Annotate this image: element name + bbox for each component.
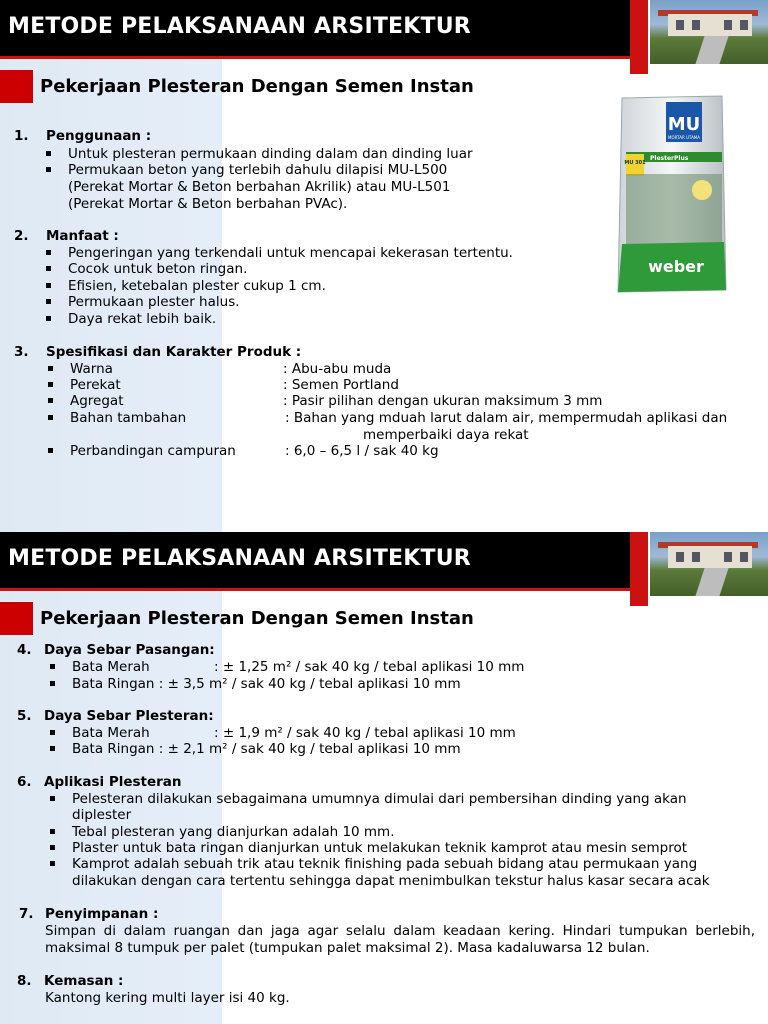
list-item-continuation: diplester [72,807,132,823]
header-bar [0,532,642,588]
list-item: Tebal plesteran yang dianjurkan adalah 10 mm. [72,824,395,840]
section-title: Daya Sebar Plesteran: [44,708,214,724]
slide-2 [0,532,768,1024]
list-item: Kamprot adalah sebuah trik atau teknik finishing pada sebuah bidang atau permukaan yang [72,856,698,872]
list-item: Bata Ringan : ± 3,5 m² / sak 40 kg / tebal aplikasi 10 mm [72,676,461,692]
section-number: 3. [14,344,29,360]
spec-value: : Pasir pilihan dengan ukuran maksimum 3 mm [283,393,603,409]
section-number: 4. [17,642,32,658]
spec-label: Warna [70,361,113,377]
list-item: Permukaan plester halus. [68,294,240,310]
building-photo [650,0,768,64]
subtitle: Pekerjaan Plesteran Dengan Semen Instan [40,76,474,97]
spec-value: : Abu-abu muda [283,361,392,377]
spec-label: Perbandingan campuran [70,443,236,459]
section-number: 5. [17,708,32,724]
section-title: Kemasan : [44,973,124,989]
list-item: Pelesteran dilakukan sebagaimana umumnya dimulai dari pembersihan dinding yang akan [72,791,687,807]
list-item-continuation: (Perekat Mortar & Beton berbahan PVAc). [68,196,348,212]
spec-label: Bahan tambahan [70,410,187,426]
section-1-heading [14,128,152,145]
list-item-continuation: (Perekat Mortar & Beton berbahan Akrilik) atau MU-L501 [68,179,451,195]
subtitle-red-square [0,70,33,103]
section-7-heading [19,906,159,923]
list-item: Bata Ringan : ± 2,1 m² / sak 40 kg / tebal aplikasi 10 mm [72,741,461,757]
section-number: 8. [17,973,32,989]
header-red-accent [630,0,648,74]
section-8-heading [17,973,124,990]
header-red-accent [630,532,648,606]
section-5-heading [17,708,214,725]
spec-label: Agregat [70,393,124,409]
list-item: Daya rekat lebih baik. [68,311,217,327]
section-number: 7. [19,906,34,922]
spec-value-continuation: memperbaiki daya rekat [363,427,529,443]
building-photo [650,532,768,596]
section-number: 1. [14,128,29,144]
list-item-value: : ± 1,25 m² / sak 40 kg / tebal aplikasi 10 mm [214,659,525,675]
list-item: Untuk plesteran permukaan dinding dalam dan dinding luar [68,146,473,162]
list-item: Pengeringan yang terkendali untuk mencapai kekerasan tertentu. [68,245,513,261]
list-item: Efisien, ketebalan plester cukup 1 cm. [68,278,326,294]
section-title: Aplikasi Plesteran [44,774,182,790]
packaging-text: Kantong kering multi layer isi 40 kg. [45,990,290,1006]
header-bar [0,0,642,56]
section-number: 2. [14,228,29,244]
header-title: METODE PELAKSANAAN ARSITEKTUR [8,14,471,39]
header-red-line [0,588,642,591]
list-item-value: : ± 1,9 m² / sak 40 kg / tebal aplikasi 10 mm [214,725,516,741]
subtitle-red-square [0,602,33,635]
bag-brand: MU [667,114,701,135]
section-4-heading [17,642,215,659]
header-title: METODE PELAKSANAAN ARSITEKTUR [8,546,471,571]
spec-label: Perekat [70,377,121,393]
product-bag-image [616,94,728,294]
section-number: 6. [17,774,32,790]
section-title: Manfaat : [46,228,119,244]
section-title: Daya Sebar Pasangan: [44,642,215,658]
section-6-heading [17,774,182,791]
list-item: Bata Merah [72,725,150,741]
section-title: Penggunaan : [46,128,152,144]
bag-code: MU 301 [624,160,646,166]
list-item: Cocok untuk beton ringan. [68,261,248,277]
bag-maker: weber [648,257,704,276]
list-item: Permukaan beton yang terlebih dahulu dilapisi MU-L500 [68,162,448,178]
bag-product-name: PlesterPlus [650,155,689,162]
spec-value: : Bahan yang mduah larut dalam air, mempermudah aplikasi dan [285,410,728,426]
section-title: Spesifikasi dan Karakter Produk : [46,344,302,360]
spec-value: : Semen Portland [283,377,399,393]
spec-value: : 6,0 – 6,5 l / sak 40 kg [285,443,439,459]
storage-text: Simpan di dalam ruangan dan jaga agar selalu dalam keadaan kering. Hindari tumpukan berlebih, maksimal 8 tumpuk per palet (tumpukan palet maksimal 2). Masa kadaluwarsa 12 bulan. [45,923,755,956]
bag-brand-sub: MORTAR UTAMA [668,135,700,140]
section-2-heading [14,228,119,245]
header-red-line [0,56,642,59]
section-3-heading [14,344,302,361]
section-title: Penyimpanan : [45,906,159,922]
list-item-continuation: dilakukan dengan cara tertentu sehingga dapat menimbulkan tekstur halus kasar secara acak [72,873,710,889]
subtitle: Pekerjaan Plesteran Dengan Semen Instan [40,608,474,629]
list-item: Bata Merah [72,659,150,675]
list-item: Plaster untuk bata ringan dianjurkan untuk melakukan teknik kamprot atau mesin semprot [72,840,688,856]
